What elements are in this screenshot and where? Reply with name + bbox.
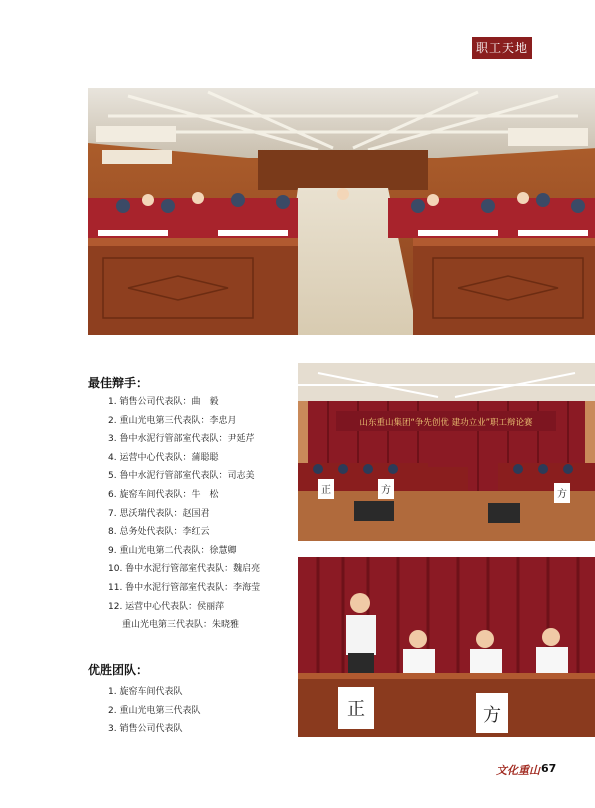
winning-teams-heading: 优胜团队：: [88, 663, 149, 677]
list-item: 2. 重山光电第三代表队: [108, 705, 201, 716]
list-item: 4. 运营中心代表队：蒲聪聪: [108, 452, 219, 463]
best-debaters-list: [108, 393, 260, 635]
list-item: 5. 鲁中水泥行管部室代表队：司志美: [108, 471, 255, 482]
list-item: 8. 总务处代表队：李红云: [108, 527, 210, 538]
page-number: 67: [541, 762, 557, 775]
debate-banner: 山东重山集团“争先创优 建功立业”职工辩论赛: [359, 418, 533, 428]
list-item: 12. 运营中心代表队：侯丽萍: [108, 601, 225, 612]
sign-fang: 方: [381, 485, 391, 496]
sign-fang-right: 方: [557, 489, 567, 500]
list-item: 7. 思沃瑞代表队：赵国君: [108, 508, 210, 519]
sign-fang: 方: [483, 705, 501, 726]
list-item: 10. 鲁中水泥行管部室代表队：魏启亮: [108, 564, 261, 575]
list-item: 1. 销售公司代表队：曲 毅: [108, 397, 219, 407]
winning-teams-list: [108, 683, 200, 739]
publication-logo: 文化重山: [496, 764, 540, 777]
list-item: 3. 销售公司代表队: [108, 724, 183, 735]
list-item: 11. 鲁中水泥行管部室代表队：李海莹: [108, 582, 261, 593]
sign-zheng: 正: [347, 699, 365, 720]
list-item: 重山光电第三代表队：朱晓雅: [122, 620, 240, 631]
list-item: 1. 旋窑车间代表队: [108, 687, 183, 697]
list-item: 9. 重山光电第二代表队：徐慧卿: [108, 545, 237, 556]
best-debaters-heading: 最佳辩手：: [88, 376, 149, 390]
list-item: 3. 鲁中水泥行管部室代表队：尹延芹: [108, 434, 255, 445]
list-item: 6. 旋窑车间代表队：牛 松: [108, 489, 219, 500]
list-item: 2. 重山光电第三代表队：李忠月: [108, 415, 237, 426]
speaker-photo: [298, 557, 595, 737]
stage-photo: [298, 363, 595, 541]
section-tag: 职工天地: [472, 37, 532, 59]
sign-zheng: 正: [321, 485, 331, 496]
auditorium-photo: [88, 88, 595, 335]
